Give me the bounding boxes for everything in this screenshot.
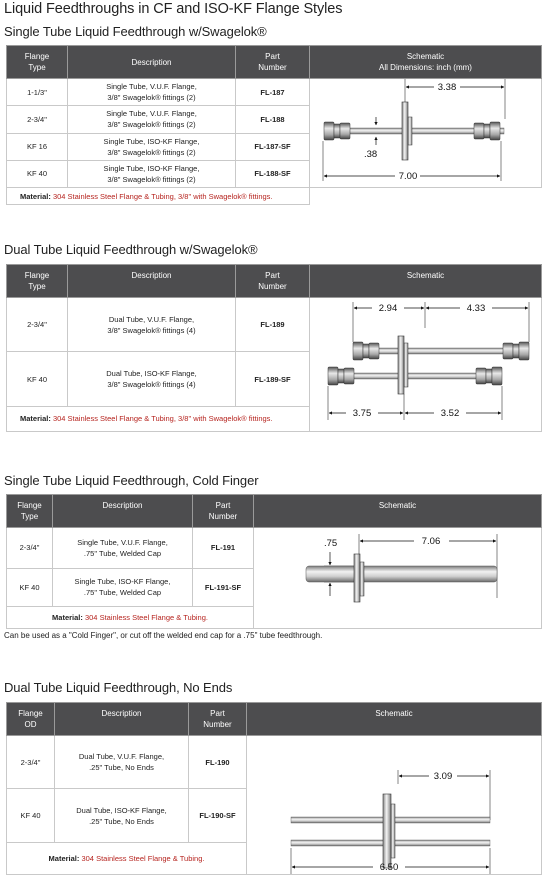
material-label: Material: — [20, 191, 51, 201]
dim-label-4.33: 4.33 — [466, 303, 486, 314]
flange-cell: 2-3/4" — [7, 736, 55, 789]
schematic-dual-swagelok — [310, 298, 542, 431]
description-line: Single Tube, V.U.F. Flange, — [77, 537, 168, 547]
col-header-schematic: Schematic — [310, 265, 542, 298]
description-cell — [68, 160, 236, 187]
description-cell — [68, 79, 236, 106]
flange-cell: KF 40 — [7, 160, 68, 187]
flange-cell: 2-3/4" — [7, 298, 68, 352]
dim-label-3.52: 3.52 — [440, 408, 460, 419]
material-row — [7, 188, 542, 205]
description-line: Dual Tube, V.U.F. Flange, — [78, 752, 165, 762]
dim-label-3.38: 3.38 — [437, 82, 457, 93]
section-title-cold-finger: Single Tube Liquid Feedthrough, Cold Finger — [4, 473, 259, 488]
description-line: 3/8" Swagelok® fittings (2) — [107, 93, 196, 103]
table-header-row — [7, 495, 542, 528]
dim-label-.75: .75 — [324, 538, 338, 549]
dim-label-.38: .38 — [364, 149, 378, 160]
col-header-description: Description — [68, 46, 236, 79]
description-cell — [53, 528, 193, 569]
part-number-cell: FL-188-SF — [236, 160, 310, 187]
description-cell — [55, 789, 189, 842]
table-header-row — [7, 703, 542, 736]
col-header-schematic: Schematic — [254, 495, 542, 528]
col-header-description: Description — [68, 265, 236, 298]
material-note — [7, 606, 254, 628]
flange-cell: KF 16 — [7, 133, 68, 160]
description-cell — [55, 736, 189, 789]
col-header-description: Description — [55, 703, 189, 736]
flange-cell: 2-3/4" — [7, 106, 68, 133]
material-note — [7, 406, 310, 431]
col-header-flange: Flange Type — [7, 495, 53, 528]
table-row — [7, 736, 542, 789]
dimensions-unit-note: All Dimensions: inch (mm) — [379, 63, 472, 72]
flange-cell: 2-3/4" — [7, 528, 53, 569]
flange-cell: KF 40 — [7, 352, 68, 406]
description-line: 3/8" Swagelok® fittings (2) — [107, 147, 196, 157]
col-header-part-number: Part Number — [193, 495, 254, 528]
description-line: 3/8" Swagelok® fittings (4) — [107, 325, 196, 335]
material-text: 304 Stainless Steel Flange & Tubing. — [81, 853, 205, 863]
page-title: Liquid Feedthroughs in CF and ISO-KF Flange Styles — [4, 1, 343, 17]
description-line: Single Tube, V.U.F. Flange, — [106, 82, 197, 92]
col-header-flange: Flange Type — [7, 265, 68, 298]
part-number-cell: FL-190 — [189, 736, 247, 789]
schematic-cell — [310, 298, 542, 432]
material-label: Material: — [20, 414, 51, 424]
table-row — [7, 79, 542, 106]
material-note — [7, 842, 247, 874]
col-header-flange: Flange OD — [7, 703, 55, 736]
description-line: Single Tube, ISO-KF Flange, — [74, 577, 171, 587]
table-row — [7, 298, 542, 352]
description-line: 3/8" Swagelok® fittings (2) — [107, 120, 196, 130]
dual-tube-swagelok-table — [6, 264, 542, 432]
table-row — [7, 528, 542, 569]
description-line: Dual Tube, ISO-KF Flange, — [106, 369, 197, 379]
table-header-row — [7, 265, 542, 298]
section-title-dual-no-ends: Dual Tube Liquid Feedthrough, No Ends — [4, 680, 233, 695]
col-header-schematic — [310, 46, 542, 79]
description-cell — [68, 298, 236, 352]
material-label: Material: — [52, 612, 83, 622]
description-line: 3/8" Swagelok® fittings (4) — [107, 380, 196, 390]
description-line: .25" Tube, No Ends — [89, 763, 154, 773]
part-number-cell: FL-187 — [236, 79, 310, 106]
description-line: .75" Tube, Welded Cap — [83, 588, 162, 598]
schematic-cell — [254, 528, 542, 629]
dual-tube-no-ends-table — [6, 702, 542, 875]
section-title-dual-swagelok: Dual Tube Liquid Feedthrough w/Swagelok® — [4, 242, 258, 257]
description-line: .75" Tube, Welded Cap — [83, 548, 162, 558]
description-line: Single Tube, V.U.F. Flange, — [106, 109, 197, 119]
flange-cell: KF 40 — [7, 568, 53, 606]
part-number-cell: FL-187-SF — [236, 133, 310, 160]
dim-label-3.09: 3.09 — [433, 771, 453, 782]
dim-label-2.94: 2.94 — [378, 303, 398, 314]
dim-label-7.00: 7.00 — [398, 171, 418, 182]
part-number-cell: FL-188 — [236, 106, 310, 133]
material-text: 304 Stainless Steel Flange & Tubing, 3/8" with Swagelok® fittings. — [52, 191, 273, 201]
schematic-cell — [247, 736, 542, 875]
part-number-cell: FL-189 — [236, 298, 310, 352]
material-text: 304 Stainless Steel Flange & Tubing, 3/8" with Swagelok® fittings. — [52, 414, 273, 424]
description-cell — [68, 106, 236, 133]
description-cell — [68, 133, 236, 160]
col-header-part-number: Part Number — [236, 46, 310, 79]
description-line: 3/8" Swagelok® fittings (2) — [107, 174, 196, 184]
flange-cell: 1-1/3" — [7, 79, 68, 106]
schematic-header-label: Schematic — [406, 52, 445, 61]
table-header-row — [7, 46, 542, 79]
col-header-part-number: Part Number — [189, 703, 247, 736]
part-number-cell: FL-191-SF — [193, 568, 254, 606]
schematic-cell — [310, 79, 542, 188]
material-label: Material: — [48, 853, 80, 863]
dim-label-7.06: 7.06 — [421, 536, 441, 547]
section-title-single-swagelok: Single Tube Liquid Feedthrough w/Swagelok® — [4, 24, 267, 39]
cold-finger-note: Can be used as a "Cold Finger", or cut off the welded end cap for a .75" tube feedthrough. — [4, 631, 323, 640]
description-cell — [68, 352, 236, 406]
single-tube-swagelok-table — [6, 45, 542, 205]
col-header-schematic: Schematic — [247, 703, 542, 736]
part-number-cell: FL-190-SF — [189, 789, 247, 842]
col-header-description: Description — [53, 495, 193, 528]
schematic-cold-finger — [254, 528, 543, 628]
description-line: Dual Tube, V.U.F. Flange, — [108, 314, 195, 324]
cold-finger-table — [6, 494, 542, 629]
material-text: 304 Stainless Steel Flange & Tubing. — [84, 612, 208, 622]
schematic-single-swagelok — [310, 79, 542, 187]
col-header-part-number: Part Number — [236, 265, 310, 298]
dim-label-3.75: 3.75 — [352, 408, 372, 419]
description-line: .25" Tube, No Ends — [89, 816, 154, 826]
dim-label-6.50: 6.50 — [379, 862, 399, 873]
description-line: Dual Tube, ISO-KF Flange, — [76, 805, 167, 815]
schematic-dual-no-ends — [247, 736, 543, 874]
col-header-flange: Flange Type — [7, 46, 68, 79]
description-line: Single Tube, ISO-KF Flange, — [103, 136, 200, 146]
flange-cell: KF 40 — [7, 789, 55, 842]
description-cell — [53, 568, 193, 606]
part-number-cell: FL-191 — [193, 528, 254, 569]
part-number-cell: FL-189-SF — [236, 352, 310, 406]
material-note — [7, 188, 310, 205]
description-line: Single Tube, ISO-KF Flange, — [103, 163, 200, 173]
